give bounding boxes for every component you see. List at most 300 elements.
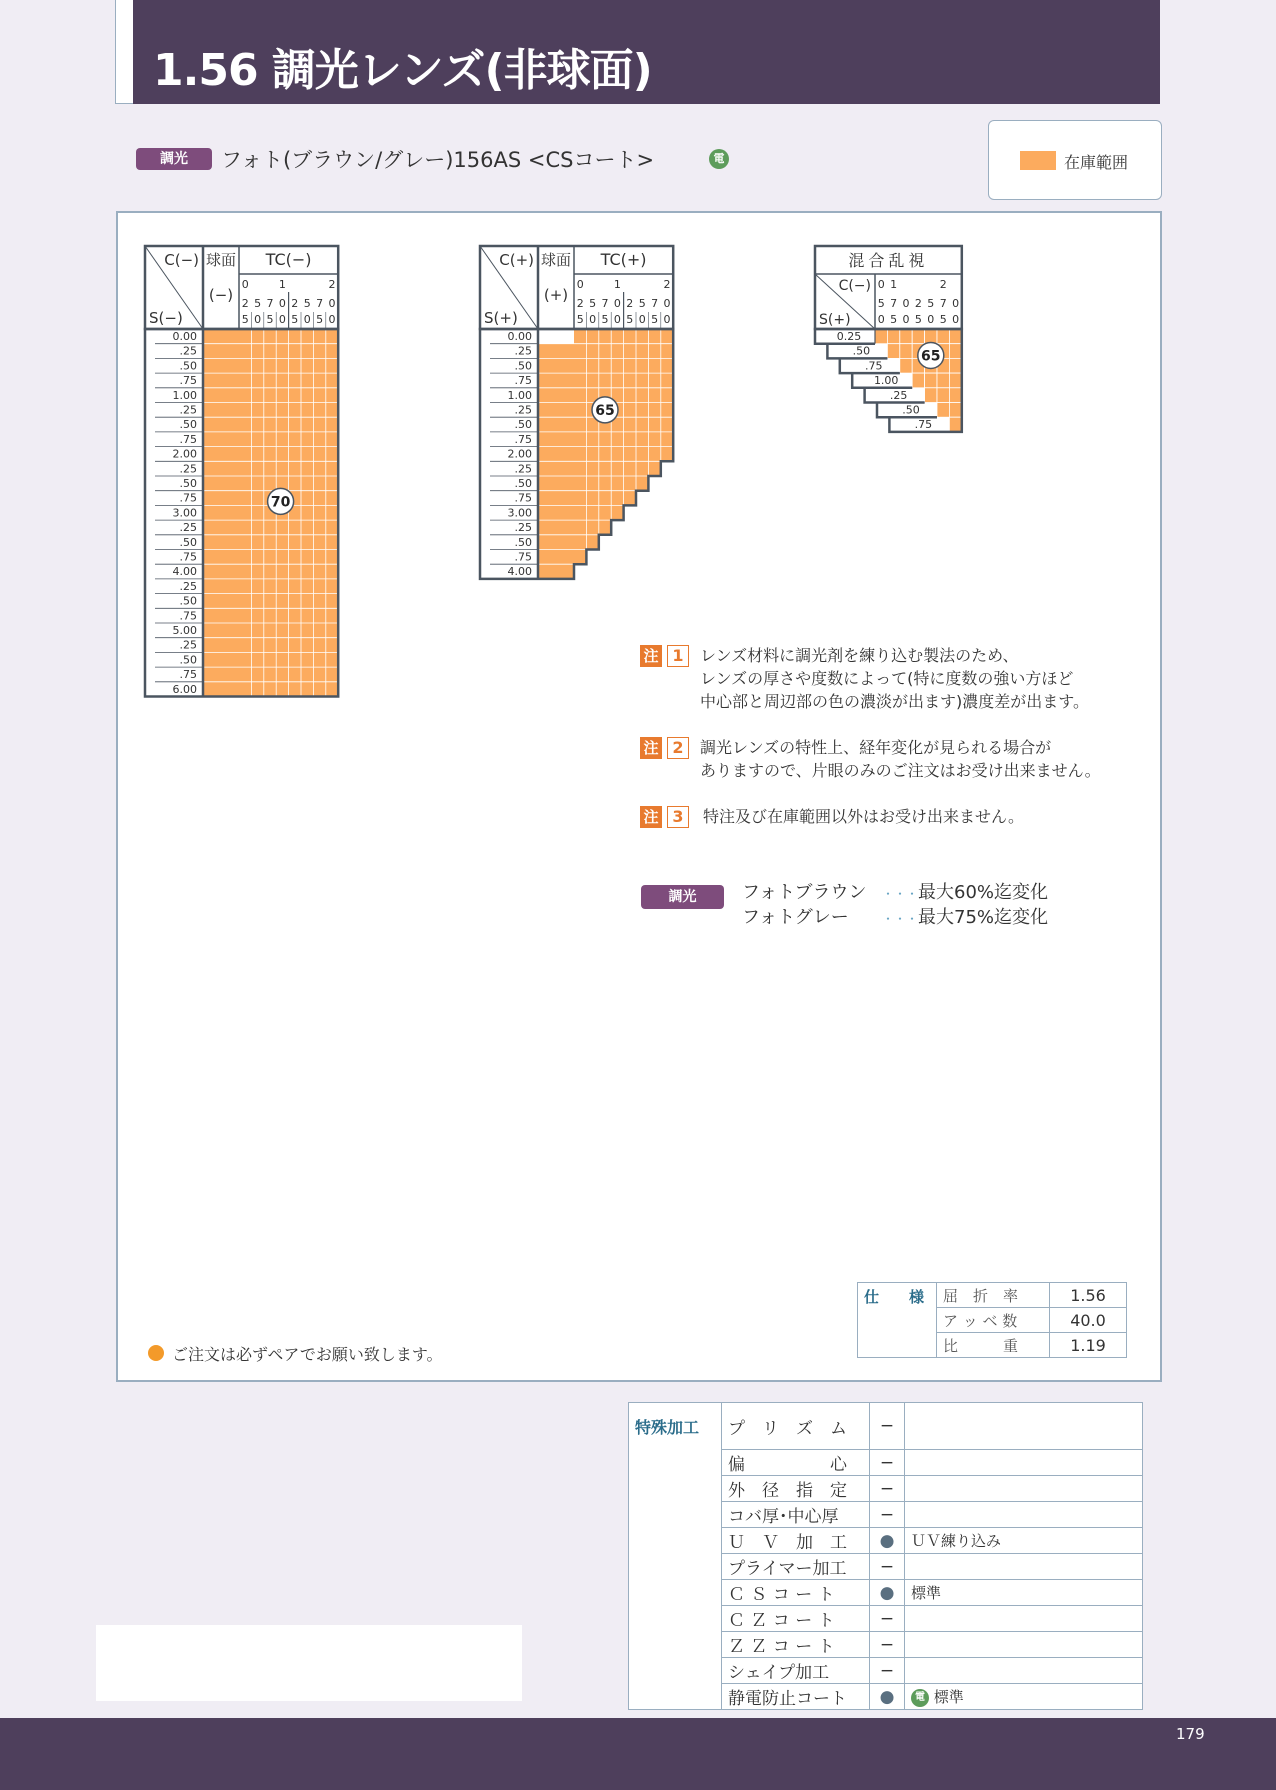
c-label-bot: 5 — [626, 313, 634, 326]
note-tag: 注 — [640, 806, 662, 828]
stock-cell — [203, 594, 239, 609]
stock-cell — [326, 594, 338, 609]
s-label: .75 — [179, 374, 197, 388]
c-label-bot: 0 — [303, 313, 311, 326]
s-label: .50 — [179, 359, 197, 373]
stock-cell — [239, 505, 251, 520]
pair-order-note: ご注文は必ずペアでお願い致します。 — [172, 1345, 443, 1364]
stock-cell — [251, 505, 263, 520]
s-label: .25 — [179, 403, 197, 417]
stock-cell — [289, 550, 301, 565]
stock-grid-mixed — [810, 240, 985, 450]
stock-cell — [276, 358, 288, 373]
stock-cell — [276, 623, 288, 638]
stock-cell — [624, 476, 636, 491]
note-tag: 注 — [640, 645, 662, 667]
stock-cell — [586, 329, 598, 344]
stock-cell — [264, 447, 276, 462]
stock-cell — [301, 608, 313, 623]
stock-cell — [313, 491, 325, 506]
stock-cell — [313, 344, 325, 359]
stock-cell — [326, 638, 338, 653]
stock-cell — [611, 344, 623, 359]
stock-cell — [313, 608, 325, 623]
s-label: .50 — [179, 594, 197, 608]
stock-cell — [599, 358, 611, 373]
stock-cell — [251, 564, 263, 579]
stock-cell — [313, 505, 325, 520]
s-label: 0.25 — [836, 330, 862, 343]
c-label-top: 2 — [328, 278, 336, 291]
s-label: .75 — [514, 432, 532, 446]
mixed-title: 混合乱視 — [848, 251, 929, 270]
c-label-mid: 7 — [939, 297, 947, 310]
stock-cell — [611, 461, 623, 476]
spec-value: 1.56 — [1050, 1283, 1127, 1308]
s-label: .25 — [514, 344, 532, 358]
sphere-header: 球面 — [540, 251, 572, 269]
c-label-bot: 5 — [939, 313, 947, 326]
stock-cell — [276, 682, 288, 697]
stock-cell — [251, 638, 263, 653]
stock-cell — [574, 329, 586, 344]
s-label: 2.00 — [172, 447, 197, 461]
stock-cell — [239, 461, 251, 476]
stock-cell — [313, 623, 325, 638]
stock-cell — [937, 388, 949, 403]
c-label-top: 0 — [576, 278, 584, 291]
stock-cell — [636, 358, 648, 373]
processing-note — [905, 1658, 1143, 1684]
stock-cell — [636, 417, 648, 432]
stock-cell — [313, 461, 325, 476]
s-label: 0.00 — [172, 330, 197, 343]
processing-mark: − — [870, 1606, 905, 1632]
stock-cell — [264, 344, 276, 359]
processing-mark: − — [870, 1450, 905, 1476]
stock-cell — [251, 520, 263, 535]
stock-cell — [538, 417, 574, 432]
stock-cell — [251, 373, 263, 388]
stock-cell — [887, 329, 899, 344]
stock-cell — [203, 667, 239, 682]
c-label-top: 1 — [278, 278, 286, 291]
s-label: 0.00 — [507, 330, 532, 343]
processing-name: Ｃ Ｚ コ ー ト — [722, 1606, 870, 1632]
stock-cell — [264, 358, 276, 373]
stock-cell — [636, 329, 648, 344]
stock-cell — [251, 652, 263, 667]
stock-cell — [239, 417, 251, 432]
processing-name: プライマー加工 — [722, 1554, 870, 1580]
stock-cell — [203, 520, 239, 535]
stock-cell — [203, 682, 239, 697]
stock-cell — [289, 652, 301, 667]
s-label: .25 — [514, 521, 532, 535]
stock-cell — [276, 652, 288, 667]
stock-cell — [636, 344, 648, 359]
c-label-mid: 0 — [328, 297, 336, 310]
stock-cell — [648, 447, 660, 462]
stock-cell — [251, 623, 263, 638]
stock-cell — [301, 461, 313, 476]
stock-cell — [239, 623, 251, 638]
stock-cell — [326, 550, 338, 565]
note-line: 調光レンズの特性上、経年変化が見られる場合が — [700, 738, 1052, 757]
stock-cell — [301, 476, 313, 491]
c-label-mid: 5 — [589, 297, 597, 310]
stock-cell — [301, 682, 313, 697]
c-label-mid: 5 — [254, 297, 262, 310]
corner-c-label: C(−) — [838, 278, 871, 294]
processing-name: Ｚ Ｚ コ ー ト — [722, 1632, 870, 1658]
stock-cell — [276, 608, 288, 623]
stock-cell — [624, 358, 636, 373]
blank-box — [96, 1625, 522, 1701]
c-label-bot: 0 — [254, 313, 262, 326]
stock-grid-minus — [140, 240, 370, 716]
stock-cell — [326, 505, 338, 520]
stock-cell — [276, 403, 288, 418]
c-label-mid: 0 — [278, 297, 286, 310]
s-label: .75 — [514, 550, 532, 564]
s-label: .50 — [852, 344, 871, 358]
c-label-bot: 5 — [266, 313, 274, 326]
stock-cell — [264, 373, 276, 388]
stock-cell — [661, 358, 673, 373]
stock-cell — [264, 535, 276, 550]
c-label-bot: 5 — [601, 313, 609, 326]
s-label: .50 — [179, 477, 197, 490]
corner-s-label: S(+) — [819, 312, 851, 328]
s-label: 4.00 — [507, 565, 532, 579]
stock-cell — [624, 388, 636, 403]
s-label: 4.00 — [172, 565, 197, 579]
stock-cell — [251, 682, 263, 697]
stock-cell — [239, 638, 251, 653]
stock-cell — [661, 388, 673, 403]
stock-cell — [313, 594, 325, 609]
c-label-top: 2 — [939, 278, 947, 291]
page-number: 179 — [1176, 1725, 1205, 1743]
stock-cell — [239, 432, 251, 447]
stock-cell — [624, 447, 636, 462]
processing-note — [905, 1554, 1143, 1580]
stock-cell — [586, 535, 598, 550]
stock-cell — [301, 520, 313, 535]
photo-name: フォトブラウン — [742, 882, 867, 903]
stock-cell — [301, 344, 313, 359]
stock-cell — [574, 403, 586, 418]
stock-cell — [326, 623, 338, 638]
stock-cell — [574, 447, 586, 462]
stock-cell — [887, 344, 899, 359]
stock-cell — [313, 520, 325, 535]
stock-cell — [636, 447, 648, 462]
stock-cell — [326, 491, 338, 506]
stock-cell — [239, 476, 251, 491]
corner-c-label: C(+) — [499, 251, 534, 269]
processing-note — [905, 1476, 1143, 1502]
stock-cell — [239, 447, 251, 462]
stock-cell — [313, 550, 325, 565]
note-tag: 注 — [640, 737, 662, 759]
stock-cell — [574, 520, 586, 535]
stock-cell — [599, 520, 611, 535]
sphere-header: 球面 — [205, 251, 237, 269]
stock-cell — [203, 652, 239, 667]
stock-cell — [586, 505, 598, 520]
processing-note: ＵＶ練り込み — [905, 1528, 1143, 1554]
stock-cell — [586, 447, 598, 462]
stock-cell — [648, 432, 660, 447]
stock-cell — [264, 682, 276, 697]
stock-cell — [301, 358, 313, 373]
spec-label: 仕 様 — [858, 1283, 937, 1358]
s-label: 1.00 — [507, 388, 532, 402]
photo-name: フォトグレー — [742, 907, 849, 928]
stock-cell — [586, 373, 598, 388]
s-label: .25 — [514, 462, 532, 476]
stock-cell — [949, 403, 961, 418]
c-label-bot: 5 — [890, 313, 898, 326]
stock-cell — [648, 373, 660, 388]
s-label: 6.00 — [172, 682, 197, 696]
stock-cell — [301, 388, 313, 403]
note-number: 1 — [667, 645, 689, 667]
stock-cell — [661, 344, 673, 359]
stock-cell — [648, 388, 660, 403]
stock-cell — [251, 344, 263, 359]
stock-cell — [289, 638, 301, 653]
stock-cell — [538, 535, 574, 550]
processing-mark: ● — [870, 1528, 905, 1554]
stock-cell — [203, 358, 239, 373]
note-line: レンズ材料に調光剤を練り込む製法のため、 — [700, 646, 1019, 665]
bullet-dot-icon — [148, 1345, 164, 1361]
stock-cell — [538, 461, 574, 476]
stock-cell — [313, 329, 325, 344]
processing-mark: ● — [870, 1684, 905, 1710]
c-label-mid: 0 — [952, 297, 960, 310]
stock-cell — [661, 417, 673, 432]
stock-cell — [203, 623, 239, 638]
stock-cell — [239, 344, 251, 359]
stock-cell — [289, 535, 301, 550]
spec-name: ア ッ ベ 数 — [937, 1308, 1050, 1333]
note-line: 特注及び在庫範囲以外はお受け出来ません。 — [703, 807, 1024, 826]
s-label: .50 — [179, 418, 197, 432]
stock-cell — [276, 550, 288, 565]
stock-cell — [538, 476, 574, 491]
s-label: .50 — [514, 359, 532, 373]
stock-cell — [239, 682, 251, 697]
processing-mark: − — [870, 1476, 905, 1502]
stock-cell — [276, 579, 288, 594]
processing-name: 外 径 指 定 — [722, 1476, 870, 1502]
s-label: .50 — [902, 403, 920, 417]
stock-cell — [203, 476, 239, 491]
stock-cell — [251, 329, 263, 344]
footer-bar — [0, 1718, 1276, 1790]
spec-value: 40.0 — [1050, 1308, 1127, 1333]
stock-cell — [289, 564, 301, 579]
stock-cell — [624, 344, 636, 359]
stock-cell — [326, 682, 338, 697]
stock-cell — [264, 638, 276, 653]
s-label: .50 — [179, 653, 197, 667]
stock-cell — [648, 329, 660, 344]
processing-mark: − — [870, 1658, 905, 1684]
stock-cell — [301, 667, 313, 682]
stock-cell — [949, 344, 961, 359]
c-label-bot: 0 — [927, 313, 935, 326]
stock-cell — [239, 608, 251, 623]
spec-name: 屈 折 率 — [937, 1283, 1050, 1308]
c-label-bot: 0 — [902, 313, 910, 326]
stock-cell — [251, 667, 263, 682]
stock-cell — [599, 329, 611, 344]
stock-cell — [624, 329, 636, 344]
stock-cell — [301, 403, 313, 418]
stock-cell — [289, 358, 301, 373]
sphere-sign: (+) — [543, 286, 569, 304]
c-label-mid: 2 — [291, 297, 299, 310]
c-label-bot: 5 — [316, 313, 324, 326]
stock-cell — [264, 417, 276, 432]
c-label-mid: 7 — [601, 297, 609, 310]
stock-cell — [301, 579, 313, 594]
stock-cell — [611, 329, 623, 344]
stock-cell — [251, 579, 263, 594]
stock-cell — [203, 579, 239, 594]
stock-cell — [251, 594, 263, 609]
c-label-bot: 5 — [651, 313, 659, 326]
c-label-mid: 2 — [576, 297, 584, 310]
stock-cell — [648, 417, 660, 432]
s-label: .75 — [914, 418, 933, 432]
stock-cell — [937, 329, 949, 344]
stock-cell — [276, 432, 288, 447]
s-label: .25 — [179, 638, 197, 652]
stock-cell — [586, 358, 598, 373]
stock-cell — [538, 432, 574, 447]
c-label-mid: 2 — [914, 297, 922, 310]
stock-cell — [326, 579, 338, 594]
c-label-mid: 7 — [651, 297, 659, 310]
stock-cell — [313, 432, 325, 447]
stock-cell — [301, 638, 313, 653]
stock-cell — [203, 373, 239, 388]
s-label: .75 — [865, 359, 883, 373]
stock-cell — [264, 461, 276, 476]
stock-cell — [661, 432, 673, 447]
stock-cell — [611, 447, 623, 462]
stock-cell — [239, 667, 251, 682]
s-label: .75 — [179, 668, 197, 682]
note-number: 3 — [667, 806, 689, 828]
stock-cell — [599, 461, 611, 476]
stock-cell — [289, 682, 301, 697]
stock-cell — [251, 358, 263, 373]
stock-cell — [538, 373, 574, 388]
stock-cell — [586, 476, 598, 491]
spec-table — [857, 1282, 1127, 1358]
stock-cell — [239, 520, 251, 535]
stock-cell — [301, 447, 313, 462]
c-label-mid: 7 — [266, 297, 274, 310]
stock-cell — [203, 505, 239, 520]
stock-cell — [586, 520, 598, 535]
stock-cell — [900, 358, 912, 373]
stock-cell — [264, 564, 276, 579]
corner-c-label: C(−) — [164, 251, 199, 269]
c-label-top: 1 — [890, 278, 898, 291]
stock-cell — [586, 432, 598, 447]
stock-cell — [574, 476, 586, 491]
photo-desc: 最大60%迄変化 — [918, 882, 1049, 903]
tc-header: TC(−) — [265, 250, 312, 269]
stock-cell — [661, 373, 673, 388]
processing-name: 偏 心 — [722, 1450, 870, 1476]
stock-cell — [538, 388, 574, 403]
stock-grid-plus — [475, 240, 705, 596]
sphere-sign: (−) — [208, 286, 234, 304]
stock-cell — [574, 491, 586, 506]
antistatic-icon: 電 — [911, 1689, 929, 1707]
s-label: .75 — [179, 432, 197, 446]
s-label: .25 — [179, 462, 197, 476]
s-label: .75 — [514, 491, 532, 505]
stock-cell — [326, 373, 338, 388]
photochromic-badge: 調光 — [136, 148, 212, 170]
stock-cell — [289, 403, 301, 418]
stock-cell — [313, 388, 325, 403]
processing-name: 静電防止コート — [722, 1684, 870, 1710]
stock-cell — [301, 432, 313, 447]
stock-cell — [538, 564, 574, 579]
stock-cell — [276, 638, 288, 653]
stock-cell — [203, 461, 239, 476]
s-label: .50 — [514, 535, 532, 549]
stock-cell — [636, 461, 648, 476]
stock-cell — [326, 403, 338, 418]
stock-cell — [599, 447, 611, 462]
stock-cell — [264, 623, 276, 638]
stock-cell — [611, 491, 623, 506]
c-label-mid: 7 — [890, 297, 898, 310]
processing-note — [905, 1632, 1143, 1658]
photochromic-info-badge: 調光 — [641, 885, 724, 909]
c-label-bot: 5 — [241, 313, 249, 326]
s-label: .50 — [514, 477, 532, 490]
stock-cell — [574, 432, 586, 447]
stock-cell — [203, 329, 239, 344]
c-label-mid: 0 — [613, 297, 621, 310]
processing-label: 特殊加工 — [629, 1403, 722, 1710]
stock-cell — [313, 579, 325, 594]
s-label: 2.00 — [507, 447, 532, 461]
photo-dots: ・・・ — [882, 887, 919, 901]
c-label-bot: 0 — [278, 313, 286, 326]
c-label-top: 0 — [241, 278, 249, 291]
stock-cell — [264, 403, 276, 418]
corner-s-label: S(+) — [484, 309, 518, 327]
stock-cell — [574, 505, 586, 520]
page-title: 1.56 調光レンズ(非球面) — [153, 45, 652, 96]
s-label: .50 — [179, 535, 197, 549]
stock-cell — [276, 344, 288, 359]
